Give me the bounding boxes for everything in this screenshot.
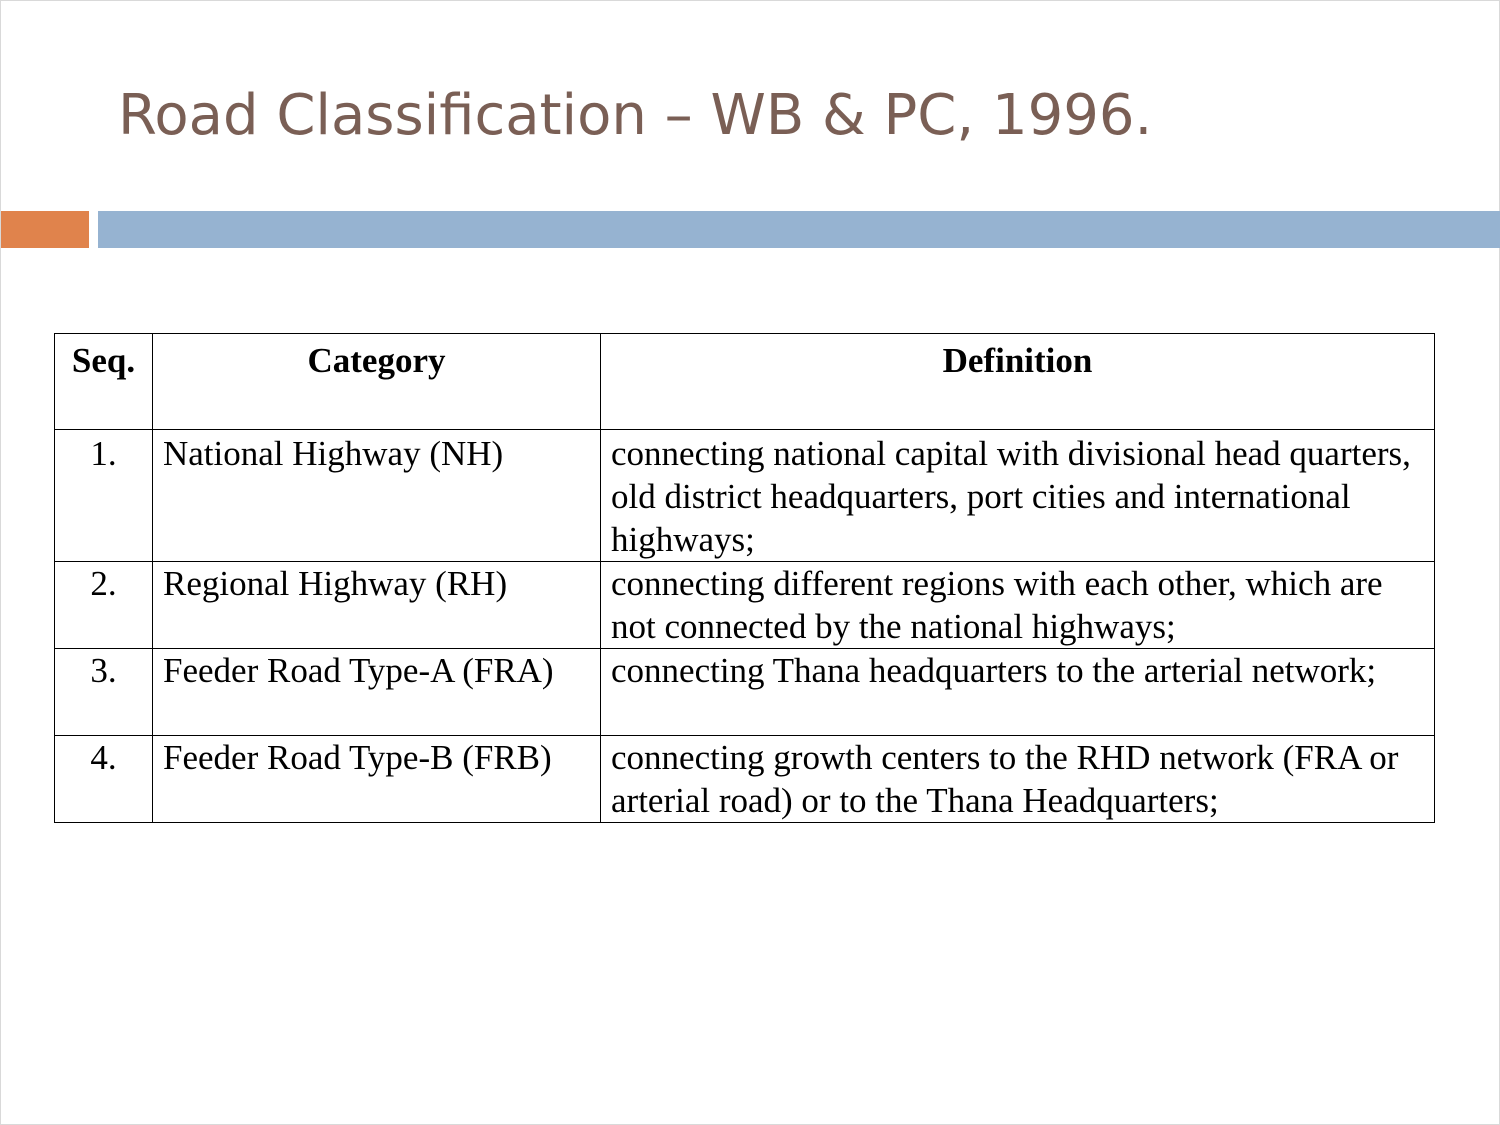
table-header-row <box>55 334 1435 430</box>
header-category: Category <box>153 334 601 430</box>
table-row <box>55 649 1435 736</box>
title-underline-bar <box>98 211 1500 248</box>
row-category: Regional Highway (RH) <box>153 562 601 649</box>
table-row <box>55 562 1435 649</box>
accent-bar <box>1 211 89 248</box>
header-seq: Seq. <box>55 334 153 430</box>
table-row <box>55 430 1435 562</box>
row-seq: 3. <box>55 649 153 736</box>
row-category: Feeder Road Type-B (FRB) <box>153 736 601 823</box>
row-seq: 4. <box>55 736 153 823</box>
row-definition: connecting different regions with each other, which are not connected by the national highways; <box>601 562 1435 649</box>
header-definition: Definition <box>601 334 1435 430</box>
row-seq: 1. <box>55 430 153 562</box>
row-category: Feeder Road Type-A (FRA) <box>153 649 601 736</box>
row-definition: connecting Thana headquarters to the arterial network; <box>601 649 1435 736</box>
table-row <box>55 736 1435 823</box>
road-classification-table <box>54 333 1435 823</box>
slide-title: Road Classification – WB & PC, 1996. <box>118 83 1153 148</box>
row-definition: connecting national capital with divisional head quarters, old district headquarters, port cities and international highways; <box>601 430 1435 562</box>
row-category: National Highway (NH) <box>153 430 601 562</box>
row-seq: 2. <box>55 562 153 649</box>
row-definition: connecting growth centers to the RHD network (FRA or arterial road) or to the Thana Headquarters; <box>601 736 1435 823</box>
